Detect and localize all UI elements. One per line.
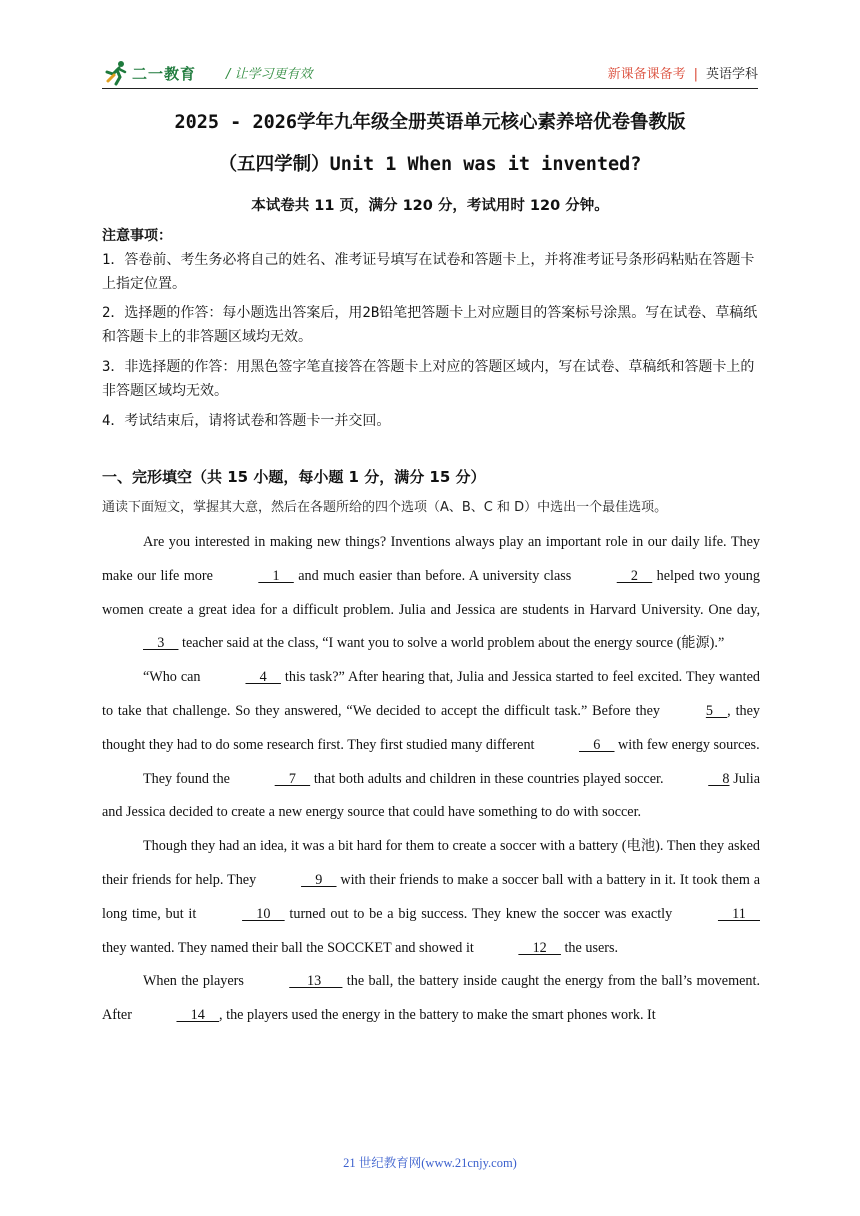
blank-8: 8 xyxy=(708,770,730,787)
paragraph-2: “Who can 4 this task?” After hearing that, Julia and Jessica started to feel excited. They wanted to take that challenge. So they answered, “We decided to accept the difficult task.” Before they 5 , they thought they had to do some research first. They first studied many different 6 with few energy sources. xyxy=(102,661,760,762)
cloze-passage xyxy=(102,526,760,1033)
header-tag-prep: 新课备课备考 xyxy=(607,67,686,82)
logo-text: 二一教育 xyxy=(132,64,197,83)
notice-item-3: 3．非选择题的作答：用黑色签字笔直接答在答题卡上对应的答题区域内，写在试卷、草稿纸和答题卡上的非答题区域均无效。 xyxy=(102,359,755,399)
section-title: 一、完形填空（共 15 小题，每小题 1 分，满分 15 分） xyxy=(102,468,486,486)
header-tag-subject: 英语学科 xyxy=(705,67,758,82)
paragraph-4: Though they had an idea, it was a bit hard for them to create a soccer with a battery (电池). Then they asked their friends for help. They 9 with their friends to make a soccer ball with a battery in it. It took them a long time, but it 10 turned out to be a big success. They knew the soccer was exactly 11 they wanted. They named their ball the SOCCKET and showed it 12 the users. xyxy=(102,830,760,965)
blank-9: 9 xyxy=(301,871,337,888)
header-right xyxy=(608,63,758,82)
blank-14: 14 xyxy=(176,1007,220,1024)
paragraph-5: When the players 13 the ball, the battery inside caught the energy from the ball’s movement. After 14 , the players used the energy in the battery to make the smart phones work. It xyxy=(102,965,760,1033)
blank-6: 6 xyxy=(579,736,615,753)
header-separator: | xyxy=(693,67,698,82)
blank-10: 10 xyxy=(242,905,285,922)
exam-info: 本试卷共 11 页，满分 120 分，考试用时 120 分钟。 xyxy=(251,198,609,214)
blank-1: 1 xyxy=(258,567,294,584)
blank-4: 4 xyxy=(245,669,281,686)
header-slogan: / 让学习更有效 xyxy=(226,67,313,82)
blank-11: 11 xyxy=(717,905,760,922)
blank-2: 2 xyxy=(616,567,653,584)
blank-12: 12 xyxy=(518,939,561,956)
page-header xyxy=(102,56,758,90)
notice-heading: 注意事项： xyxy=(102,228,172,244)
notice-item-2: 2．选择题的作答：每小题选出答案后，用2B铅笔把答题卡上对应题目的答案标号涂黑。写在试卷、草稿纸和答题卡上的非答题区域均无效。 xyxy=(102,305,758,345)
blank-7: 7 xyxy=(274,770,311,787)
logo xyxy=(102,58,196,88)
paragraph-1: Are you interested in making new things? Inventions always play an important role in our daily life. They make our life more 1 and much easier than before. A university class 2 helped two young women create a great idea for a difficult problem. Julia and Jessica are students in Harvard University. One day, 3 teacher said at the class, “I want you to solve a world problem about the energy source (能源).” xyxy=(102,526,760,661)
notice-item-4: 4．考试结束后，请将试卷和答题卡一并交回。 xyxy=(102,413,391,429)
blank-5: 5 xyxy=(705,702,728,719)
notice-item-1: 1．答卷前、考生务必将自己的姓名、准考证号填写在试卷和答题卡上，并将准考证号条形码粘贴在答题卡上指定位置。 xyxy=(102,252,755,292)
blank-13: 13 xyxy=(289,973,343,990)
section-instruction: 通读下面短文，掌握其大意，然后在各题所给的四个选项（A、B、C 和 D）中选出一个最佳选项。 xyxy=(102,500,668,515)
header-divider xyxy=(102,88,758,89)
page-title-line1: 2025 - 2026学年九年级全册英语单元核心素养培优卷鲁教版 xyxy=(174,112,686,133)
page-title-line2: （五四学制）Unit 1 When was it invented? xyxy=(218,154,642,175)
paragraph-3: They found the 7 that both adults and children in these countries played soccer. 8 Julia and Jessica decided to create a new energy source that could have something to do with soccer. xyxy=(102,763,760,831)
runner-logo-icon xyxy=(102,59,130,87)
page-footer: 21 世纪教育网(www.21cnjy.com) xyxy=(343,1156,517,1170)
blank-3: 3 xyxy=(143,635,179,652)
